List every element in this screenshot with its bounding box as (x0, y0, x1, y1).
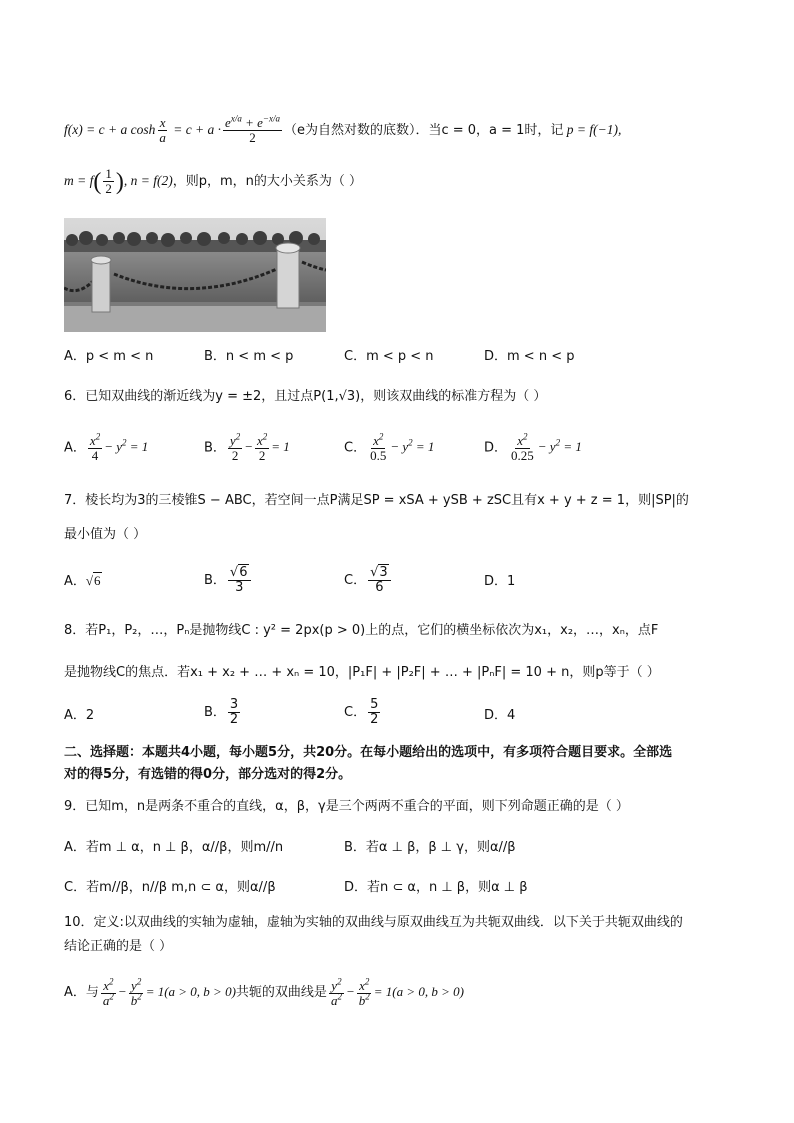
q7-option-a[interactable]: A．√6 (64, 573, 101, 589)
section2-heading-2: 对的得5分，有选错的得0分，部分选对的得2分。 (64, 767, 352, 782)
river-chain-photo-svg (64, 218, 326, 332)
q5-formula: f(x) = c + a cosh $\frac{x}{a}$ = c + a · $\frac{e^{x/a} + e^{-x/a}}{2}$ (64, 114, 280, 146)
q5-formula-line (64, 112, 754, 148)
q7-option-b[interactable]: B． $\frac{√6}{3}$ (204, 566, 253, 595)
q7-option-d[interactable]: D．1 (484, 574, 516, 589)
q9-option-d[interactable]: D．若n ⊂ α，n ⊥ β，则α ⊥ β (344, 880, 528, 895)
q7-options (64, 566, 754, 602)
q6-option-d[interactable]: D． $\frac{x^2}{0.25}$ − $y^2 = 1$ (484, 431, 582, 463)
q8-option-a[interactable]: A．2 (64, 708, 95, 723)
q5-option-a[interactable]: A．p < m < n (64, 349, 154, 364)
q8-stem-a: 8．若P₁，P₂，…，Pₙ是抛物线C : y² = 2px(p > 0)上的点，它们的横坐标依次为x₁，x₂，…，xₙ，点F (64, 623, 659, 638)
q9-options-row2 (64, 876, 754, 898)
q6-stem: 6．已知双曲线的渐近线为y = ±2，且过点P(1,√3)，则该双曲线的标准方程为（ ） (64, 389, 547, 404)
q6-option-b[interactable]: B． $\frac{y^2}{2}$ − $\frac{x^2}{2}$ = 1 (204, 431, 290, 463)
q5-cond-text: ，则p，m，n的大小关系为（ ） (172, 174, 363, 189)
q6-option-a[interactable]: A． $\frac{x^2}{4}$ − $y^2 = 1$ (64, 431, 149, 463)
q8-options (64, 698, 754, 734)
q5-p-def: p = f(−1), (563, 122, 622, 137)
q7-stem-a: 7．棱长均为3的三棱锥S − ABC，若空间一点P满足SP = xSA + ySB + zSC且有x + y + z = 1，则|SP|的 (64, 493, 689, 508)
section2-heading-1: 二、选择题：本题共4小题，每小题5分，共20分。在每小题给出的选项中，有多项符合题目要求。全部选 (64, 745, 673, 760)
q5-option-d[interactable]: D．m < n < p (484, 349, 575, 364)
q9-option-c[interactable]: C．若m//β，n//β m,n ⊂ α，则α//β (64, 880, 276, 895)
q7-option-c[interactable]: C． $\frac{√3}{6}$ (344, 566, 393, 595)
q5-options (64, 345, 754, 367)
river-chain-photo (64, 218, 326, 332)
q8-option-d[interactable]: D．4 (484, 708, 516, 723)
q6-option-c[interactable]: C． $\frac{x^2}{0.5}$ − $y^2 = 1$ (344, 431, 435, 463)
q8-option-b[interactable]: B． $\frac{3}{2}$ (204, 697, 239, 727)
q10-stem-b: 结论正确的是（ ） (64, 939, 173, 954)
q9-stem: 9．已知m，n是两条不重合的直线，α，β，γ是三个两两不重合的平面，则下列命题正确的是（ ） (64, 799, 629, 814)
q8-stem-b: 是抛物线C的焦点．若x₁ + x₂ + … + xₙ = 10，|P₁F| + |P₂F| + … + |PₙF| = 10 + n，则p等于（ ） (64, 665, 660, 680)
q5-cond-line (64, 164, 754, 198)
q9-option-a[interactable]: A．若m ⊥ α，n ⊥ β，α//β，则m//n (64, 840, 284, 855)
q7-stem-b: 最小值为（ ） (64, 527, 147, 542)
q9-option-b[interactable]: B．若α ⊥ β，β ⊥ γ，则α//β (344, 840, 516, 855)
q9-options-row1 (64, 836, 754, 858)
q5-option-b[interactable]: B．n < m < p (204, 349, 294, 364)
q10-option-a[interactable]: A．与 $\frac{x^2}{a^2}$ − $\frac{y^2}{b^2}$ = 1(a > 0, b > 0)共轭的双曲线是 $\frac{y^2}{a^2}$ − $\frac{x^2}{b^2}$ = 1(a > 0, b > 0) (64, 976, 464, 1008)
q10-stem-a: 10．定义:以双曲线的实轴为虚轴，虚轴为实轴的双曲线与原双曲线互为共轭双曲线．以下关于共轭双曲线的 (64, 915, 683, 930)
q6-options (64, 431, 754, 470)
q5-m-def: m = f( $\frac{1}{2}$ ), n = f(2) (64, 166, 173, 197)
q5-option-c[interactable]: C．m < p < n (344, 349, 434, 364)
q5-note: （e为自然对数的底数）．当c = 0，a = 1时，记 (283, 123, 564, 138)
q8-option-c[interactable]: C． $\frac{5}{2}$ (344, 697, 379, 727)
